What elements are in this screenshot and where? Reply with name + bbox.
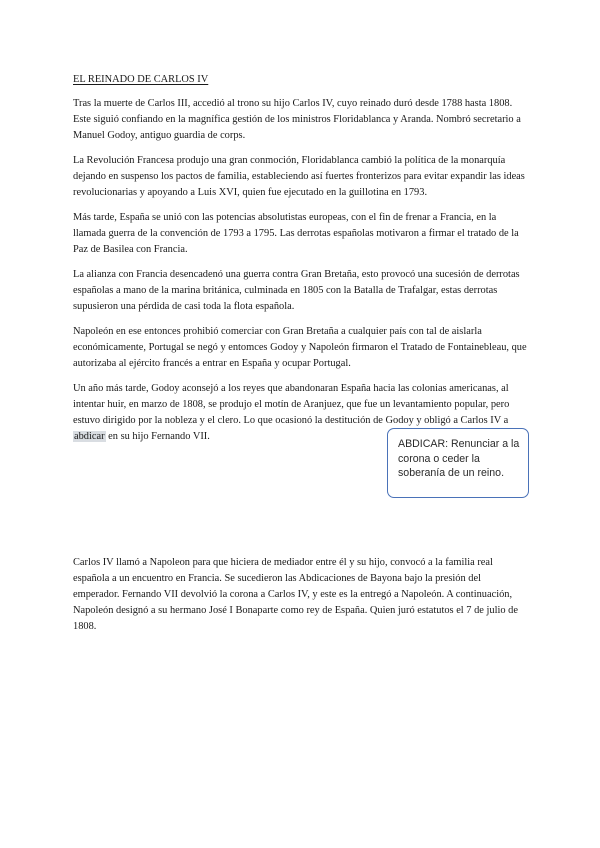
paragraph-4: La alianza con Francia desencadenó una guerra contra Gran Bretaña, esto provocó una sucesión de derrotas españolas a mano de la marina británica, culminada en 1805 con la Batalla de Trafalgar, estas derrotas supusieron una pérdida de casi toda la flota española. [73, 269, 520, 312]
paragraph-3: Más tarde, España se unió con las potencias absolutistas europeas, con el fin de frenar a Francia, en la llamada guerra de la convención de 1793 a 1795. Las derrotas españolas motivaron a firmar el tratado de la Paz de Basilea con Francia. [73, 212, 519, 255]
paragraph-2: La Revolución Francesa produjo una gran conmoción, Floridablanca cambió la política de la monarquía dejando en suspenso los pactos de familia, estableciendo así fuertes fronterizos para evitar expandir las ideas revolucionarias y apoyando a Luis XVI, quien fue ejecutado en la guillotina en 1793. [73, 155, 525, 198]
paragraph-7: Carlos IV llamó a Napoleon para que hiciera de mediador entre él y su hijo, convocó a la familia real española a un encuentro en Francia. Se sucedieron las Abdicaciones de Bayona bajo la presión del emperador. Fernando VII devolvió la corona a Carlos IV, y este es la entregó a Napoleón. A continuación, Napoleón designó a su hermano José I Bonaparte como rey de España. Quien juró estatutos el 7 de julio de 1808. [73, 557, 518, 632]
document-title: EL REINADO DE CARLOS IV [73, 74, 209, 85]
paragraph-6-text-after: en su hijo Fernando VII. [105, 431, 210, 442]
document-body-continued [73, 555, 529, 644]
paragraph-6-text-before: Un año más tarde, Godoy aconsejó a los reyes que abandonaran España hacia las colonias americanas, al intentar huir, en marzo de 1808, se produjo el motín de Aranjuez, que fue un levantamiento popular, pero estuvo dirigido por la nobleza y el clero. Lo que ocasionó la destitución de Godoy y obligó a Carlos IV a [73, 383, 510, 426]
paragraph-5: Napoleón en ese entonces prohibió comerciar con Gran Bretaña a cualquier país con tal de aislarla económicamente, Portugal se negó y entomces Godoy y Napoleón firmaron el Tratado de Fontainebleau, que autorizaba al ejército francés a entrar en España y ocupar Portugal. [73, 326, 527, 369]
document-body [73, 73, 529, 454]
paragraph-1: Tras la muerte de Carlos III, accedió al trono su hijo Carlos IV, cuyo reinado duró desde 1788 hasta 1808. Este siguió confiando en la magnífica gestión de los ministros Floridablanca y Aranda. Nombró secretario a Manuel Godoy, antiguo guardia de corps. [73, 98, 521, 141]
highlighted-word-abdicar[interactable]: abdicar [74, 431, 105, 442]
definition-callout: ABDICAR: Renunciar a la corona o ceder la soberanía de un reino. [387, 428, 529, 498]
